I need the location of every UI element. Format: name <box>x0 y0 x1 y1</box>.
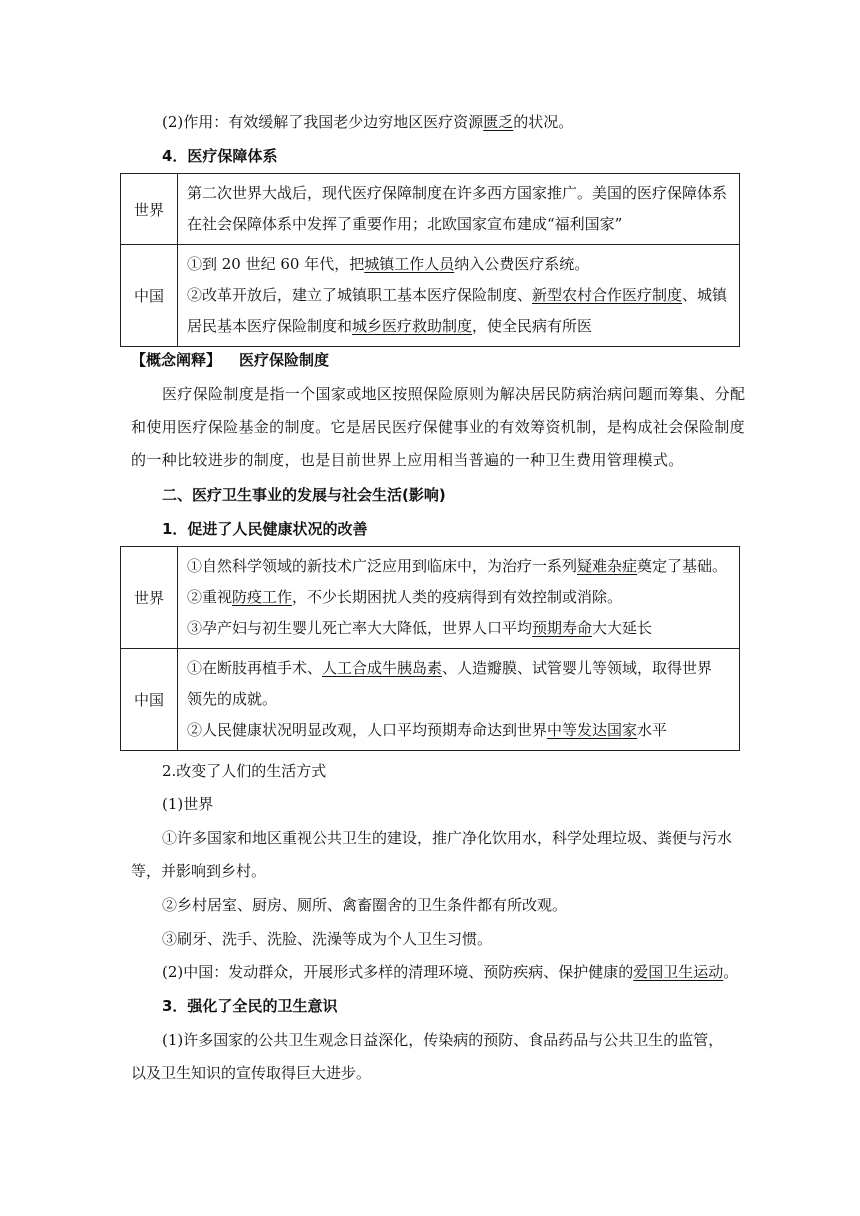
role-text: (2)作用：有效缓解了我国老少边穷地区医疗资源 <box>162 113 484 131</box>
lifestyle-world-heading: (1)世界 <box>162 795 214 813</box>
heading-health-improvement: 1．促进了人民健康状况的改善 <box>162 520 368 538</box>
table1-world-line2: 在社会保障体系中发挥了重要作用；北欧国家宣布建成“福利国家” <box>187 215 623 233</box>
role-text-end: 的状况。 <box>513 113 574 131</box>
heading-medical-security: 4．医疗保障体系 <box>162 147 278 165</box>
table2-china-label: 中国 <box>121 649 178 751</box>
hygiene-p1-line1: (1)许多国家的公共卫生观念日益深化，传染病的预防、食品药品与公共卫生的监管， <box>162 1031 724 1049</box>
role-paragraph <box>162 111 573 133</box>
table1-china-line1: ①到 20 世纪 60 年代，把城镇工作人员纳入公费医疗系统。 <box>187 255 590 273</box>
table2-world-label: 世界 <box>121 547 178 649</box>
concept-heading <box>131 349 329 371</box>
heading-lifestyle: 2.改变了人们的生活方式 <box>162 762 327 780</box>
table2-world-line1: ①自然科学领域的新技术广泛应用到临床中，为治疗一系列疑难杂症奠定了基础。 <box>187 557 728 575</box>
table1-china-label: 中国 <box>121 245 178 347</box>
table2-china-cell <box>178 649 740 751</box>
lifestyle-china: (2)中国：发动群众，开展形式多样的清理环境、预防疾病、保护健康的爱国卫生运动。 <box>162 963 739 981</box>
table2-world-line2: ②重视防疫工作，不少长期困扰人类的疫病得到有效控制或消除。 <box>187 588 623 606</box>
table1-world-label: 世界 <box>121 174 178 245</box>
lifestyle-world-p2: ②乡村居室、厨房、厕所、禽畜圈舍的卫生条件都有所改观。 <box>162 896 568 914</box>
medical-security-table <box>120 173 740 347</box>
table1-world-cell <box>178 174 740 245</box>
lifestyle-world-p1-line2: 等，并影响到乡村。 <box>131 862 267 880</box>
lifestyle-world-p1-line1: ①许多国家和地区重视公共卫生的建设，推广净化饮用水，科学处理垃圾、粪便与污水 <box>162 829 733 847</box>
concept-para-line1: 医疗保险制度是指一个国家或地区按照保险原则为解决居民防病治病问题而筹集、分配 <box>162 385 746 403</box>
lifestyle-world-p3: ③刷牙、洗手、洗脸、洗澡等成为个人卫生习惯。 <box>162 930 493 948</box>
concept-para-line2: 和使用医疗保险基金的制度。它是居民医疗保健事业的有效筹资机制，是构成社会保险制度 <box>131 418 746 436</box>
table2-china-line3: ②人民健康状况明显改观，人口平均预期寿命达到世界中等发达国家水平 <box>187 721 668 739</box>
table1-china-cell <box>178 245 740 347</box>
table1-world-line1: 第二次世界大战后，现代医疗保障制度在许多西方国家推广。美国的医疗保障体系 <box>187 184 728 202</box>
concept-tag: 【概念阐释】 <box>131 351 222 369</box>
table1-china-line2: ②改革开放后，建立了城镇职工基本医疗保险制度、新型农村合作医疗制度、城镇 <box>187 286 728 304</box>
concept-para-line3: 的一种比较进步的制度，也是目前世界上应用相当普遍的一种卫生费用管理模式。 <box>131 451 684 469</box>
health-improvement-table <box>120 546 740 751</box>
section-two-heading: 二、医疗卫生事业的发展与社会生活(影响) <box>162 486 446 504</box>
table2-world-line3: ③孕产妇与初生婴儿死亡率大大降低，世界人口平均预期寿命大大延长 <box>187 619 653 637</box>
table2-world-cell <box>178 547 740 649</box>
role-underlined: 匮乏 <box>483 113 514 131</box>
concept-title: 医疗保险制度 <box>239 351 330 369</box>
table2-china-line2: 领先的成就。 <box>187 690 278 708</box>
table2-china-line1: ①在断肢再植手术、人工合成牛胰岛素、人造瓣膜、试管婴儿等领域，取得世界 <box>187 659 713 677</box>
heading-hygiene-awareness: 3．强化了全民的卫生意识 <box>162 997 338 1015</box>
hygiene-p1-line2: 以及卫生知识的宣传取得巨大进步。 <box>131 1064 372 1082</box>
table1-china-line3: 居民基本医疗保险制度和城乡医疗救助制度，使全民病有所医 <box>187 317 593 335</box>
